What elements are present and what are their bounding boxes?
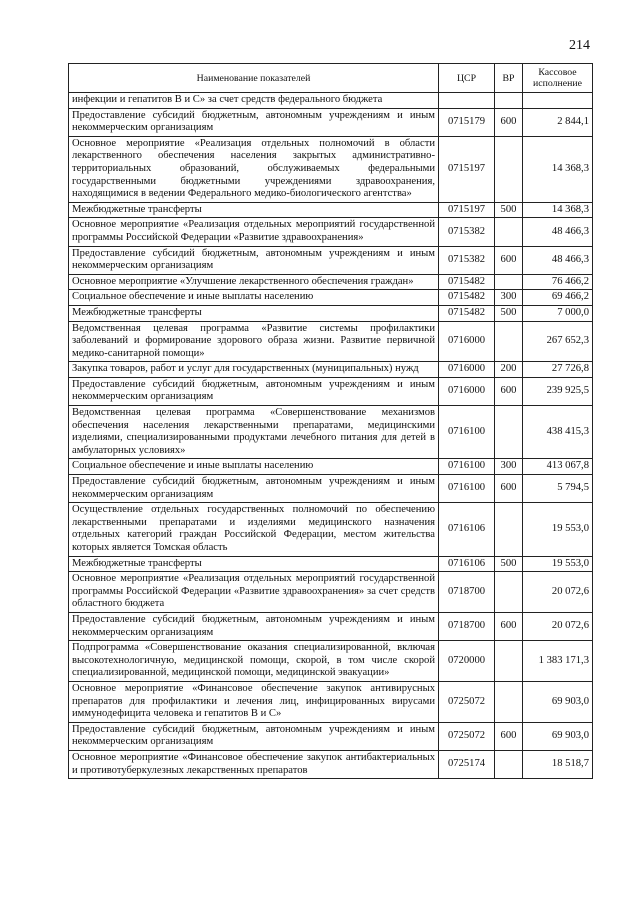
header-csr: ЦСР [439, 64, 495, 93]
cell-amount: 2 844,1 [523, 108, 593, 136]
cell-csr: 0715482 [439, 274, 495, 290]
cell-name: Предоставление субсидий бюджетным, автономным учреждениям и иным некоммерческим организациям [69, 475, 439, 503]
table-row [69, 377, 593, 405]
cell-vr: 600 [495, 246, 523, 274]
cell-amount: 69 903,0 [523, 681, 593, 722]
table-row [69, 305, 593, 321]
cell-csr: 0715197 [439, 136, 495, 202]
table-row [69, 108, 593, 136]
cell-csr: 0715482 [439, 290, 495, 306]
cell-csr: 0716106 [439, 503, 495, 556]
cell-vr [495, 321, 523, 362]
cell-name: Предоставление субсидий бюджетным, автономным учреждениям и иным некоммерческим организациям [69, 722, 439, 750]
cell-csr: 0715179 [439, 108, 495, 136]
cell-csr: 0715382 [439, 246, 495, 274]
cell-name: Предоставление субсидий бюджетным, автономным учреждениям и иным некоммерческим организациям [69, 377, 439, 405]
cell-vr: 500 [495, 202, 523, 218]
table-row [69, 406, 593, 459]
cell-vr: 200 [495, 362, 523, 378]
table-row [69, 475, 593, 503]
table-row [69, 218, 593, 246]
table-row [69, 556, 593, 572]
cell-csr: 0716000 [439, 377, 495, 405]
table-row [69, 722, 593, 750]
cell-csr: 0716100 [439, 475, 495, 503]
cell-vr [495, 503, 523, 556]
cell-amount: 14 368,3 [523, 136, 593, 202]
cell-vr: 600 [495, 722, 523, 750]
table-row [69, 641, 593, 682]
cell-amount: 5 794,5 [523, 475, 593, 503]
cell-amount: 438 415,3 [523, 406, 593, 459]
cell-vr [495, 274, 523, 290]
cell-vr [495, 136, 523, 202]
cell-name: Подпрограмма «Совершенствование оказания специализированной, включая высокотехнологичную, медицинской помощи, скорой, в том числе скорой специализированной, медицинской помощи, медицинской эвакуации» [69, 641, 439, 682]
cell-name: Предоставление субсидий бюджетным, автономным учреждениям и иным некоммерческим организациям [69, 246, 439, 274]
cell-name: Социальное обеспечение и иные выплаты населению [69, 290, 439, 306]
cell-amount: 69 466,2 [523, 290, 593, 306]
cell-name: Основное мероприятие «Реализация отдельных мероприятий государственной программы Российской Федерации «Развитие здравоохранения» за счет средств областного бюджета [69, 572, 439, 613]
cell-csr: 0725072 [439, 681, 495, 722]
table-row [69, 572, 593, 613]
cell-vr: 600 [495, 475, 523, 503]
cell-name: Осуществление отдельных государственных полномочий по обеспечению лекарственными препаратами и изделиями медицинского назначения отдельных категорий граждан Российской Федерации, местом жительства которых является Томская область [69, 503, 439, 556]
cell-amount: 14 368,3 [523, 202, 593, 218]
header-vr: ВР [495, 64, 523, 93]
cell-name: Межбюджетные трансферты [69, 305, 439, 321]
cell-csr [439, 93, 495, 109]
table-row [69, 246, 593, 274]
cell-amount: 20 072,6 [523, 572, 593, 613]
cell-vr: 300 [495, 290, 523, 306]
page-number: 214 [569, 38, 590, 53]
table-header [69, 64, 593, 93]
cell-vr: 300 [495, 459, 523, 475]
cell-name: Ведомственная целевая программа «Развитие системы профилактики заболеваний и формирование здорового образа жизни. Развитие первичной медико-санитарной помощи» [69, 321, 439, 362]
cell-vr [495, 681, 523, 722]
cell-name: инфекции и гепатитов В и С» за счет средств федерального бюджета [69, 93, 439, 109]
cell-name: Предоставление субсидий бюджетным, автономным учреждениям и иным некоммерческим организациям [69, 108, 439, 136]
cell-amount: 76 466,2 [523, 274, 593, 290]
cell-csr: 0718700 [439, 612, 495, 640]
table-row [69, 290, 593, 306]
table-row [69, 321, 593, 362]
cell-csr: 0716000 [439, 321, 495, 362]
cell-name: Основное мероприятие «Реализация отдельных мероприятий государственной программы Российской Федерации «Развитие здравоохранения» [69, 218, 439, 246]
cell-amount: 20 072,6 [523, 612, 593, 640]
cell-amount: 27 726,8 [523, 362, 593, 378]
cell-name: Межбюджетные трансферты [69, 202, 439, 218]
header-name: Наименование показателей [69, 64, 439, 93]
cell-name: Основное мероприятие «Финансовое обеспечение закупок антибактериальных и противотуберкулезных лекарственных препаратов [69, 750, 439, 778]
table-row [69, 136, 593, 202]
cell-csr: 0725174 [439, 750, 495, 778]
cell-name: Закупка товаров, работ и услуг для государственных (муниципальных) нужд [69, 362, 439, 378]
cell-vr [495, 93, 523, 109]
cell-vr [495, 750, 523, 778]
cell-amount: 239 925,5 [523, 377, 593, 405]
table-row [69, 503, 593, 556]
cell-name: Ведомственная целевая программа «Совершенствование механизмов обеспечения населения лекарственными препаратами, медицинскими изделиями, специализированными продуктами лечебного питания для детей в амбулаторных условиях» [69, 406, 439, 459]
table-row [69, 612, 593, 640]
cell-name: Основное мероприятие «Улучшение лекарственного обеспечения граждан» [69, 274, 439, 290]
cell-vr [495, 218, 523, 246]
cell-csr: 0715197 [439, 202, 495, 218]
table-row [69, 459, 593, 475]
table-row [69, 274, 593, 290]
cell-csr: 0716000 [439, 362, 495, 378]
table-row [69, 681, 593, 722]
table-body [69, 93, 593, 779]
cell-amount: 18 518,7 [523, 750, 593, 778]
cell-name: Межбюджетные трансферты [69, 556, 439, 572]
cell-vr [495, 572, 523, 613]
cell-amount: 48 466,3 [523, 246, 593, 274]
table-row [69, 202, 593, 218]
cell-vr [495, 641, 523, 682]
cell-vr: 600 [495, 108, 523, 136]
cell-vr: 600 [495, 612, 523, 640]
cell-csr: 0720000 [439, 641, 495, 682]
table-row [69, 750, 593, 778]
cell-amount: 413 067,8 [523, 459, 593, 475]
cell-name: Социальное обеспечение и иные выплаты населению [69, 459, 439, 475]
cell-vr [495, 406, 523, 459]
cell-amount: 19 553,0 [523, 503, 593, 556]
cell-vr: 500 [495, 556, 523, 572]
cell-vr: 500 [495, 305, 523, 321]
cell-amount: 48 466,3 [523, 218, 593, 246]
table-row [69, 93, 593, 109]
cell-amount [523, 93, 593, 109]
cell-amount: 69 903,0 [523, 722, 593, 750]
cell-name: Предоставление субсидий бюджетным, автономным учреждениям и иным некоммерческим организациям [69, 612, 439, 640]
cell-amount: 19 553,0 [523, 556, 593, 572]
cell-csr: 0716100 [439, 406, 495, 459]
cell-vr: 600 [495, 377, 523, 405]
table-row [69, 362, 593, 378]
cell-amount: 1 383 171,3 [523, 641, 593, 682]
cell-name: Основное мероприятие «Финансовое обеспечение закупок антивирусных препаратов для профилактики и лечения лиц, инфицированных вирусами иммунодефицита человека и гепатитов В и С» [69, 681, 439, 722]
cell-csr: 0716106 [439, 556, 495, 572]
cell-csr: 0715382 [439, 218, 495, 246]
cell-csr: 0718700 [439, 572, 495, 613]
header-amount: Кассовое исполнение [523, 64, 593, 93]
cell-csr: 0716100 [439, 459, 495, 475]
cell-csr: 0715482 [439, 305, 495, 321]
cell-amount: 267 652,3 [523, 321, 593, 362]
cell-csr: 0725072 [439, 722, 495, 750]
budget-table [68, 63, 593, 779]
cell-name: Основное мероприятие «Реализация отдельных полномочий в области лекарственного обеспечения населения закрытых административно-территориальных образований, обслуживаемых федеральными государственными бюджетными учреждениями здравоохранения, находящимися в ведении Федерального медико-биологического агентства» [69, 136, 439, 202]
cell-amount: 7 000,0 [523, 305, 593, 321]
